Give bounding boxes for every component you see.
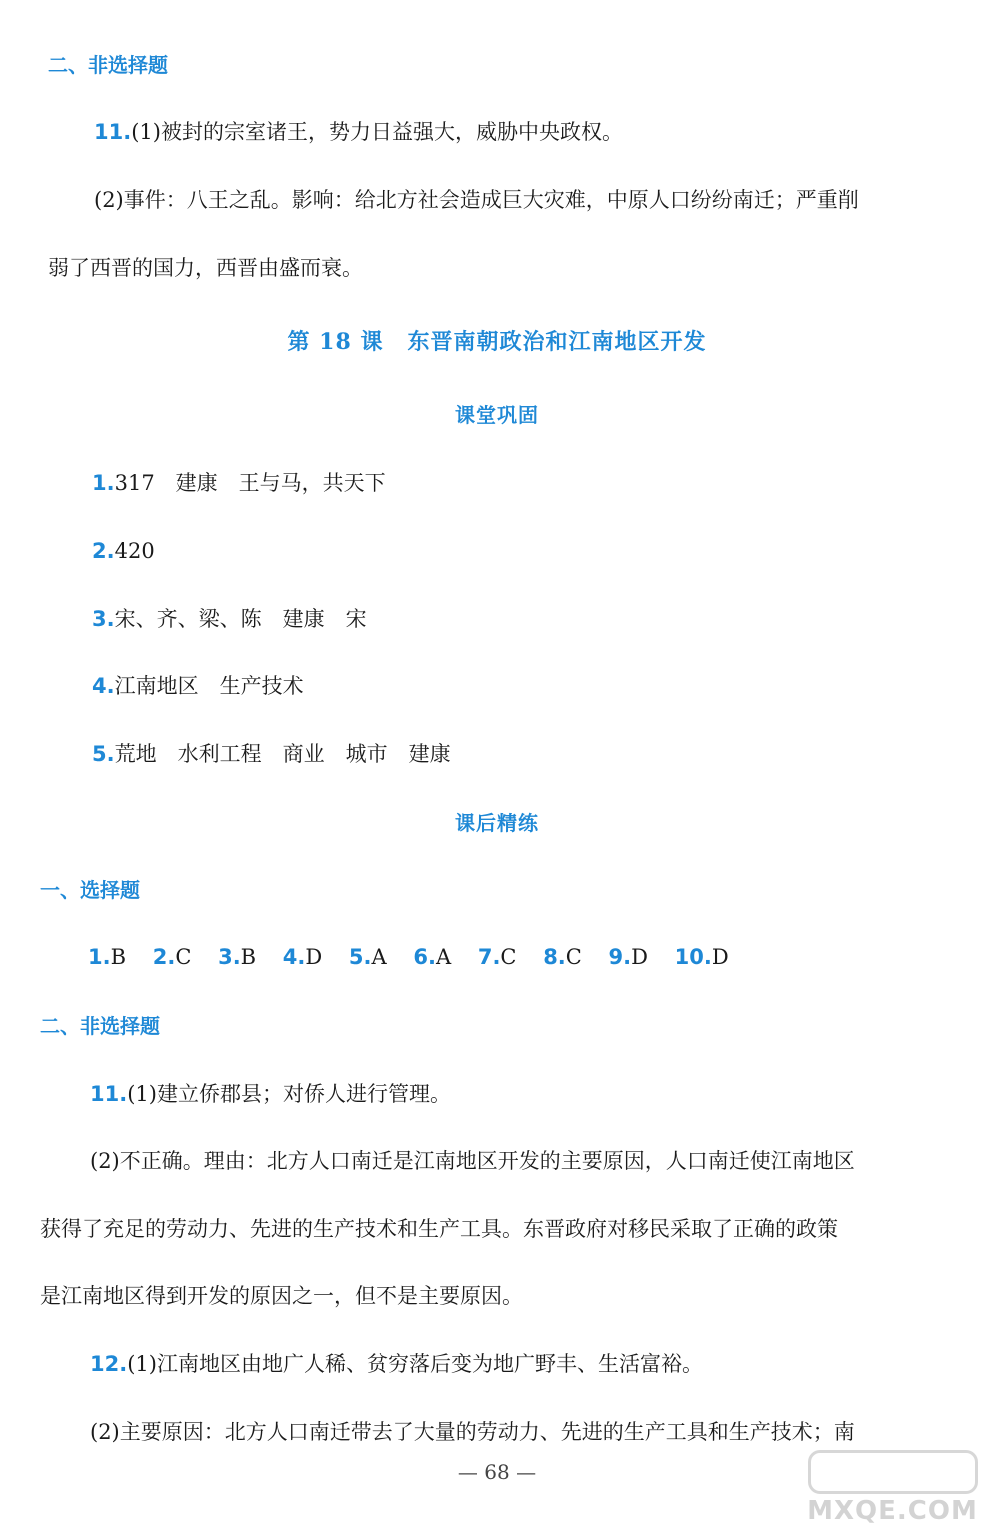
answer-11b-part2-line1: (2)不正确。理由：北方人口南迁是江南地区开发的主要原因，人口南迁使江南地区 [90, 1149, 855, 1173]
question-number: 12. [90, 1352, 128, 1376]
classroom-item-5 [92, 739, 451, 769]
item-number: 1. [92, 471, 115, 495]
choice-answers [88, 942, 749, 972]
answer-11b-part2-line2: 获得了充足的劳动力、先进的生产技术和生产工具。东晋政府对移民采取了正确的政策 [40, 1217, 838, 1241]
answer-11b-part1 [90, 1079, 451, 1109]
classroom-item-2 [92, 536, 155, 566]
subsection-title-after: 课后精练 [455, 811, 539, 835]
lesson-number: 第 18 课 [287, 329, 384, 355]
item-number: 4. [92, 674, 115, 698]
item-text: 317 建康 王与马，共天下 [114, 471, 386, 495]
question-number: 11. [90, 1082, 128, 1106]
item-text: 江南地区 生产技术 [114, 674, 304, 698]
answer-11b-part2-line3: 是江南地区得到开发的原因之一，但不是主要原因。 [40, 1284, 523, 1308]
choice-4: 4.D [282, 945, 323, 969]
answer-text: (1)被封的宗室诸王，势力日益强大，威胁中央政权。 [131, 120, 623, 144]
watermark-url: MXQE.COM [807, 1496, 978, 1526]
page-number: — 68 — [457, 1460, 537, 1484]
answer-text: (1)江南地区由地广人稀、贫穷落后变为地广野丰、生活富裕。 [127, 1352, 703, 1376]
answer-11-part1 [94, 117, 623, 147]
subsection-title-classroom: 课堂巩固 [455, 403, 539, 427]
choice-10: 10.D [674, 945, 729, 969]
choice-8: 8.C [543, 945, 582, 969]
lesson-title [0, 327, 994, 357]
item-text: 宋、齐、梁、陈 建康 宋 [114, 607, 367, 631]
item-text: 荒地 水利工程 商业 城市 建康 [114, 742, 451, 766]
answer-12-part1 [90, 1349, 703, 1379]
classroom-item-1 [92, 468, 386, 498]
item-text: 420 [114, 539, 155, 563]
classroom-item-4 [92, 671, 304, 701]
choice-5: 5.A [348, 945, 387, 969]
section-heading-nonchoice: 二、非选择题 [48, 53, 168, 77]
question-number: 11. [94, 120, 132, 144]
choice-7: 7.C [477, 945, 517, 969]
section-heading-nonchoice-2: 二、非选择题 [40, 1014, 160, 1038]
item-number: 3. [92, 607, 115, 631]
watermark-logo [800, 1448, 985, 1530]
choice-6: 6.A [413, 945, 452, 969]
answer-12-part2-line1: (2)主要原因：北方人口南迁带去了大量的劳动力、先进的生产工具和生产技术；南 [90, 1420, 855, 1444]
item-number: 5. [92, 742, 115, 766]
watermark-badge-icon [808, 1450, 978, 1494]
classroom-item-3 [92, 604, 367, 634]
choice-9: 9.D [608, 945, 648, 969]
choice-3: 3.B [218, 945, 257, 969]
choice-2: 2.C [152, 945, 192, 969]
item-number: 2. [92, 539, 115, 563]
answer-11-part2-line1: (2)事件：八王之乱。影响：给北方社会造成巨大灾难，中原人口纷纷南迁；严重削 [94, 188, 859, 212]
lesson-name: 东晋南朝政治和江南地区开发 [407, 329, 707, 355]
section-heading-choice: 一、选择题 [40, 878, 140, 902]
answer-11-part2-line2: 弱了西晋的国力，西晋由盛而衰。 [48, 256, 363, 280]
choice-1: 1.B [88, 945, 127, 969]
answer-text: (1)建立侨郡县；对侨人进行管理。 [127, 1082, 451, 1106]
